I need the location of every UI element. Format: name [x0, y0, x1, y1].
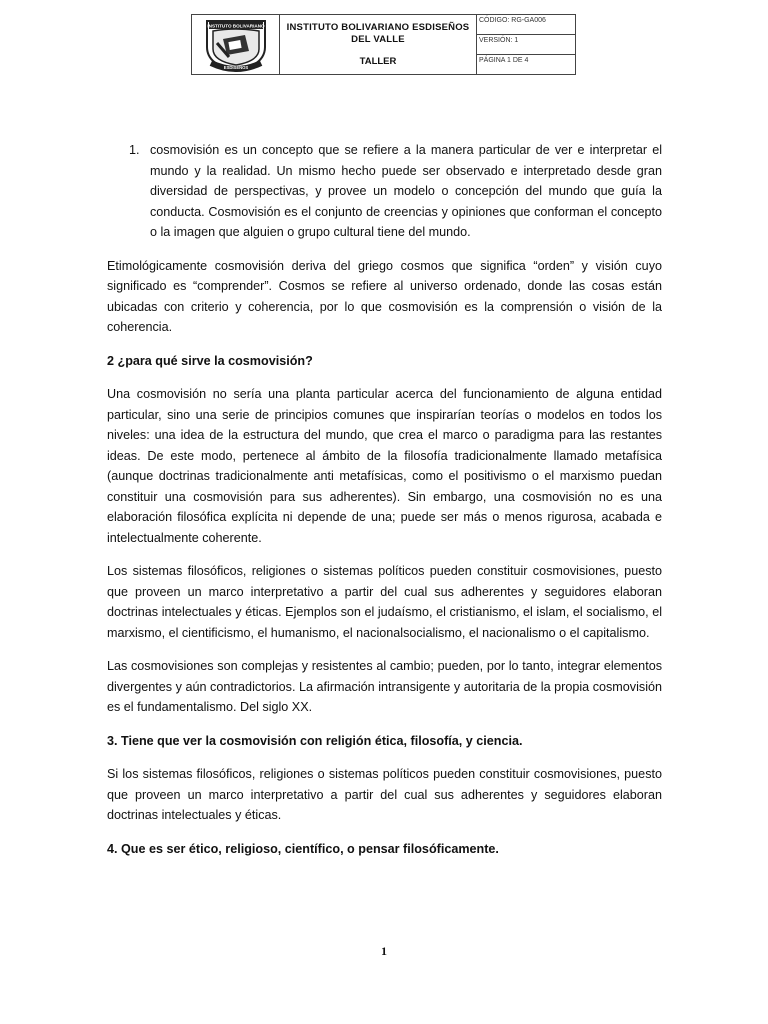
heading-question-2: 2 ¿para qué sirve la cosmovisión? [107, 353, 313, 368]
heading-question-3: 3. Tiene que ver la cosmovisión con religión ética, filosofía, y ciencia. [107, 733, 523, 748]
logo-cell [192, 15, 280, 74]
heading-question-4: 4. Que es ser ético, religioso, científico, o pensar filosóficamente. [107, 841, 499, 856]
paragraph-complexity: Las cosmovisiones son complejas y resistentes al cambio; pueden, por lo tanto, integrar elementos divergentes y aún contradictorios. La afirmación intransigente y autoritaria de la propia cosmovisión es el fundamentalismo. Del siglo XX. [107, 659, 662, 714]
document-code: CÓDIGO: RG-GA006 [477, 15, 575, 35]
svg-text:INSTITUTO BOLIVARIANO: INSTITUTO BOLIVARIANO [206, 23, 265, 28]
paragraph-systems: Los sistemas filosóficos, religiones o sistemas políticos pueden constituir cosmovisiones, puesto que proveen un marco interpretativo a partir del cual sus adherentes y seguidores elaboran doctrinas intelectuales y éticas. Ejemplos son el judaísmo, el cristianismo, el islam, el socialismo, el marxismo, el cientificismo, el humanismo, el nacionalsocialismo, el nacionalismo o el capitalismo. [107, 564, 662, 640]
document-page: PÁGINA 1 DE 4 [479, 57, 529, 64]
institution-name-line1: INSTITUTO BOLIVARIANO ESDISEÑOS [286, 22, 470, 33]
paragraph-etymology: Etimológicamente cosmovisión deriva del griego cosmos que significa “orden” y visión cuyo significado es “comprender”. Cosmos se refiere al universo ordenado, donde las cosas están ubicadas con criterio y coherencia, por lo que cosmovisión es la comprensión o visión de la coherencia. [107, 258, 662, 334]
document-header [191, 14, 576, 75]
title-cell [280, 15, 477, 74]
document-version: VERSIÓN: 1 [477, 35, 575, 55]
institution-shield-logo [201, 17, 271, 73]
list-item-text: cosmovisión es un concepto que se refiere a la manera particular de ver e interpretar el mundo y la realidad. Un mismo hecho puede ser observado e interpretado desde gran diversidad de perspectivas, y provee un modelo o concepción del mundo que guía la conducta. Cosmovisión es el conjunto de creencias y opiniones que conforman el concepto o la imagen que alguien o grupo cultural tiene del mundo. [150, 143, 662, 239]
svg-text:ESDISEÑOS: ESDISEÑOS [223, 64, 248, 70]
list-item-1 [107, 140, 662, 243]
institution-name-line2: DEL VALLE [351, 34, 405, 45]
paragraph-answer-3: Si los sistemas filosóficos, religiones o sistemas políticos pueden constituir cosmovisiones, puesto que proveen un marco interpretativo a partir del cual sus adherentes y seguidores elaboran doctrinas intelectuales y éticas. [107, 767, 662, 822]
page-number: 1 [381, 944, 387, 958]
meta-cell [477, 15, 575, 74]
list-number: 1. [129, 143, 140, 157]
document-type: TALLER [359, 56, 397, 67]
paragraph-purpose: Una cosmovisión no sería una planta particular acerca del funcionamiento de alguna entidad particular, sino una serie de principios comunes que inspirarían teorías o modelos en todos los niveles: una idea de la estructura del mundo, que crea el marco o paradigma para las restantes ideas. De este modo, pertenece al ámbito de la filosofía tradicionalmente llamado metafísica (aunque doctrinas tradicionalmente anti metafísicas, como el positivismo o el marxismo puedan constituir una cosmovisión para sus adherentes). Sin embargo, una cosmovisión no es una elaboración filosófica explícita ni depende de una; puede ser más o menos rigurosa, acabada e intelectualmente coherente. [107, 387, 662, 545]
document-body [107, 140, 662, 872]
